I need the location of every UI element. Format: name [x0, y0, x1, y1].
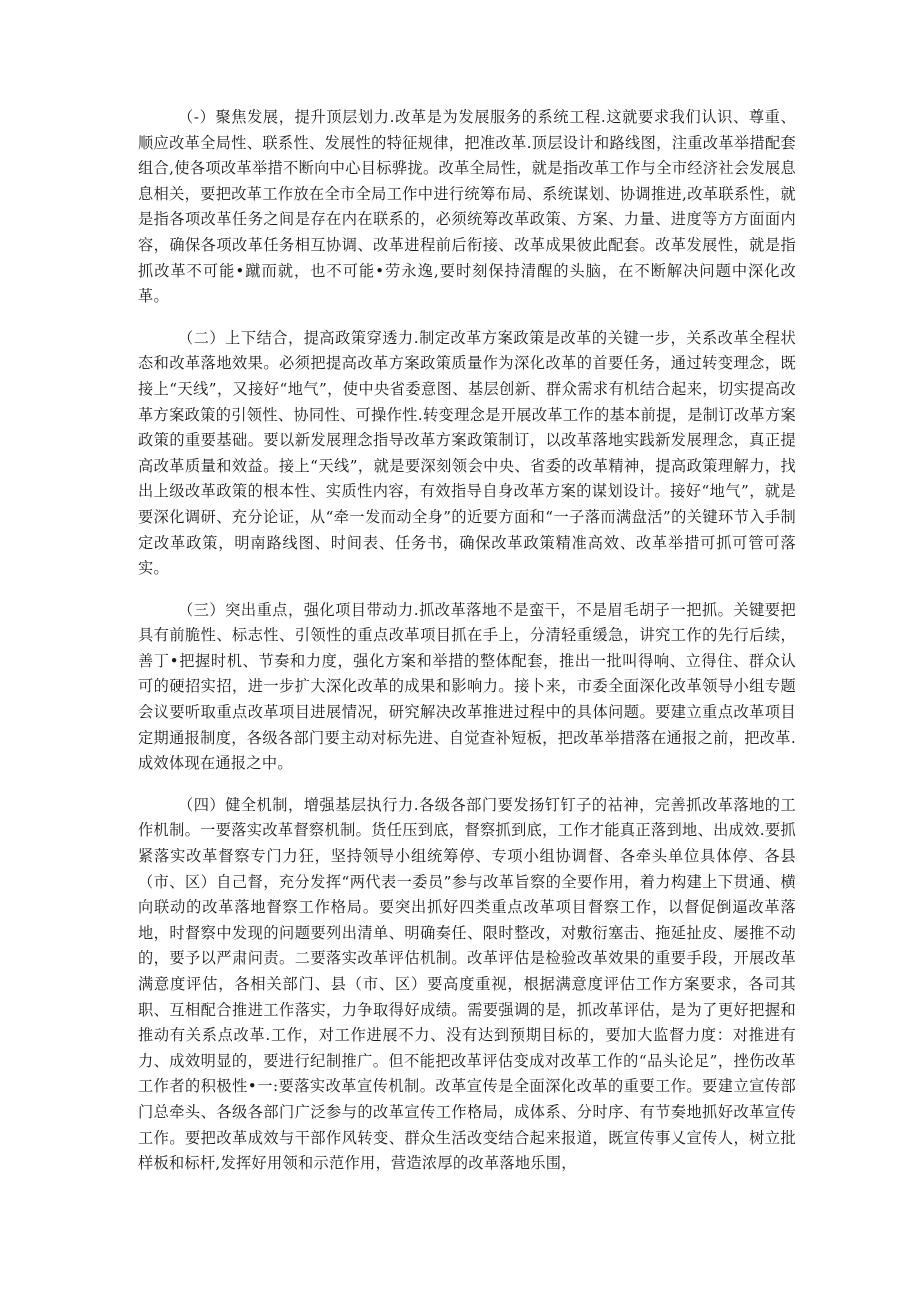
document-body: [138, 105, 796, 1193]
paragraph-1: [138, 105, 796, 310]
paragraph-1-text: （-）聚焦发展，提升顶层划力.改革是为发展服务的系统工程.这就要求我们认识、尊重、顺应改革全局性、联系性、发展性的特征规律，把准改革.顶层设计和路线图，注重改革举措配套组合,使各项改革举措不断向中心目标骅拢。改革全局性，就是指改革工作与全市经济社会发展息息相关，要把改革工作放在全市全局工作中进行统筹布局、系统谋划、协调推进,改革联系性，就是指各项改革任务之间是存在内在联系的，必须统筹改革政策、方案、力量、进度等方方面面内容，确保各项改革任务相互协调、改革进程前后衔接、改革成果彼此配套。改革发展性，就是指抓改革不可能•蹴而就，也不可能•劳永逸,要时刻保持清醒的头脑，在不断解决问题中深化改革。: [138, 108, 796, 306]
paragraph-3: [138, 598, 796, 777]
paragraph-4-text: （四）健全机制，增强基层执行力.各级各部门要发扬钉钉子的祜神，完善抓改革落地的工作机制。一要落实改革督察机制。货任压到底，督察抓到底，工作才能真正落到地、出成效.要抓紧落实改革督察专门力狂，坚持领导小组统筹停、专项小组协调督、各牵头单位具体停、各县（市、区）自己督，充分发挥“两代表一委员”参与改革旨察的全要作用，着力构建上下贯通、横向联动的改革落地督察工作格局。要突出抓好四类重点改革项目督察工作，以督促倒逼改革落地，时督察中发现的问题要列出清单、明确奏任、限时整改，对敷衍塞击、拖延扯皮、屡推不动的，要予以严肃问责。二要落实改革评估机制。改革评估是检验改革效果的重要手段，开展改革满意度评估，各相关部门、县（市、区）要高度重视，根据满意度评估工作方案要求，各司其职、互相配合推进工作落实，力争取得好成绩。需要强调的是，抓改革评估，是为了更好把握和推动有关系点改革.工作，对工作进展不力、没有达到预期目标的，要加大监督力度：对推进有力、成效明显的，要进行纪制推广。但不能把改革评估变成对改革工作的“品头论足”，挫伤改革工作者的积极性•一:要落实改革宣传机制。改革宣传是全面深化改革的重要工作。要建立宣传部门总牵头、各级各部门广泛参与的改革宣传工作格局，成体系、分时序、有节奏地抓好改革宣传工作。要把改革成效与干部作风转变、群众生活改变结合起来报道，既宣传事乂宣传人，树立批样板和标杆,发挥好用领和示范作用，营造浓厚的改革落地乐围，: [138, 795, 796, 1173]
paragraph-3-text: （三）突出重点，强化项目带动力.抓改革落地不是蛮干，不是眉毛胡子一把抓。关键要把具有前脆性、标志性、引领性的重点改革项目抓在手上，分清轻重缓急，讲究工作的先行后续，善丁•把握时机、节奏和力度，强化方案和举措的整体配套，推出一批叫得响、立得住、群众认可的硬招实招，进一步扩大深化改革的成果和影响力。接卜来，市委全面深化改革领导小组专题会议要听取重点改革项目进展情况，研究解决改革推进过程中的具体问题。要建立重点改革项目定期通报制度，各级各部门要主动对标先进、自觉查补短板，把改革举措落在通报之前，把改革.成效体现在通报之中。: [138, 600, 796, 773]
paragraph-4: [138, 793, 796, 1177]
paragraph-2: [138, 326, 796, 582]
paragraph-2-text: （二）上下结合，提高政策穿透力.制定改革方案政策是改革的关键一步，关系改革全程状态和改革落地效果。必须把提高改革方案政策质量作为深化改革的首要任务，通过转变理念，既接上“天线”，又接好“地气”，使中央省委意图、基层创新、群众需求有机结合起来，切实提高改革方案政策的引领性、协同性、可操作性.转变理念是开展改革工作的基本前提，是制订改革方案政策的重要基础。要以新发展理念指导改革方案政策制订，以改革落地实践新发展理念，真正提高改革质量和效益。接上“天线”，就是要深刻领会中央、省委的改革精神，提高政策理解力，找出上级改革政策的根本性、实质性内容，有效指导自身改革方案的谋划设计。接好“地气”，就是要深化调研、充分论证，从“牵一发而动全身”的近要方面和“一子落而满盘活”的关键环节入手制定改革政策，明南路线图、时间表、任务书，确保改革政策精准高效、改革举措可抓可管可落实。: [138, 328, 796, 578]
